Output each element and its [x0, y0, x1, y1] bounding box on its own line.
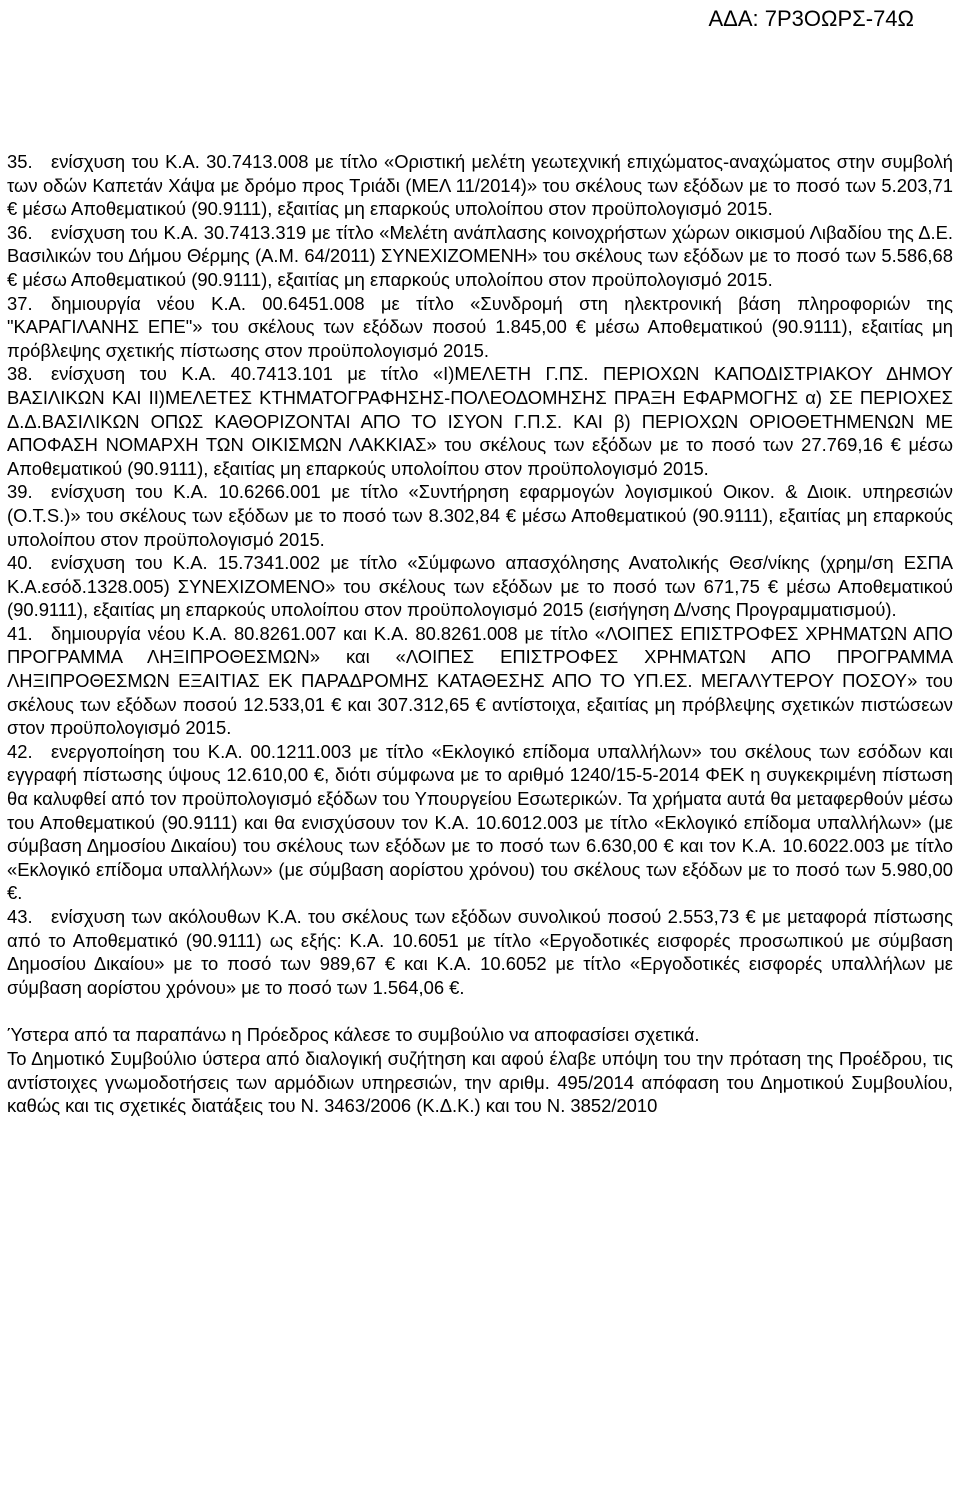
closing-paragraph: Ύστερα από τα παραπάνω η Πρόεδρος κάλεσε το συμβούλιο να αποφασίσει σχετικά.: [7, 1024, 700, 1046]
item-number: 38.: [7, 363, 33, 385]
list-item: [7, 622, 953, 740]
item-number: 42.: [7, 740, 33, 762]
list-item: [7, 480, 953, 551]
decision-paragraph: Το Δημοτικό Συμβούλιο ύστερα από διαλογική συζήτηση και αφού έλαβε υπόψη του την πρόταση της Προέδρου, τις αντίστοιχες γνωμοδοτήσεις των αρμόδιων υπηρεσιών, την αριθμ. 495/2014 απόφαση του Δημοτικού Συμβουλίου, καθώς και τις σχετικές διατάξεις του Ν. 3463/2006 (Κ.Δ.Κ.) και του Ν. 3852/2010: [7, 1047, 953, 1117]
list-item: [7, 551, 953, 622]
item-number: 40.: [7, 552, 33, 574]
item-number: 37.: [7, 292, 33, 314]
list-item: [7, 740, 953, 905]
document-body: [7, 150, 953, 1118]
item-text: ενίσχυση του Κ.Α. 30.7413.319 με τίτλο «Μελέτη ανάπλασης κοινοχρήστων χώρων οικισμού Λιβαδίου της Δ.Ε. Βασιλικών του Δήμου Θέρμης (Α.Μ. 64/2011) ΣΥΝΕΧΙΖΟΜΕΝΗ» του σκέλους των εξόδων με το ποσό των 5.586,68 € μέσω Αποθεματικού (90.9111), εξαιτίας μη επαρκούς υπολοίπου στον προϋπολογισμό 2015.: [7, 221, 953, 290]
item-number: 43.: [7, 906, 33, 927]
list-item: [7, 150, 953, 221]
item-text: ενεργοποίηση του Κ.Α. 00.1211.003 με τίτλο «Εκλογικό επίδομα υπαλλήλων» του σκέλους των εσόδων και εγγραφή πίστωσης ύψους 12.610,00 €, διότι σύμφωνα με το αριθμό 1240/15-5-2014 ΦΕΚ η συγκεκριμένη πίστωση θα καλυφθεί από τον προϋπολογισμό εξόδων του Υπουργείου Εσωτερικών. Τα χρήματα αυτά θα μεταφερθούν μέσω του Αποθεματικού (90.9111) και θα ενισχύσουν τον Κ.Α. 10.6012.003 με τίτλο «Εκλογικό επίδομα υπαλλήλων» (με σύμβαση Δημοσίου Δικαίου) του σκέλους των εξόδων με το ποσό των 6.630,00 € και τον Κ.Α. 10.6022.003 με τίτλο «Εκλογικό επίδομα υπαλλήλων» (με σύμβαση αορίστου χρόνου) του σκέλους των εξόδων με το ποσό των 5.980,00 €.: [7, 740, 953, 904]
list-item: [7, 292, 953, 363]
list-item: [7, 362, 953, 480]
ada-header: ΑΔΑ: 7Ρ3ΟΩΡΣ-74Ω: [708, 6, 914, 31]
item-text: ενίσχυση των ακόλουθων Κ.Α. του σκέλους των εξόδων συνολικού ποσού 2.553,73 € με μεταφορά πίστωσης από το Αποθεματικό (90.9111) ως εξής: Κ.Α. 10.6051 με τίτλο «Εργοδοτικές εισφορές προσωπικού με σύμβαση Δημοσίου Δικαίου» με το ποσό των 989,67 € και Κ.Α. 10.6052 με τίτλο «Εργοδοτικές εισφορές υπαλλήλων με σύμβαση αορίστου χρόνου» με το ποσό των 1.564,06 €.: [7, 906, 953, 998]
list-item: [7, 221, 953, 292]
item-text: ενίσχυση του Κ.Α. 15.7341.002 με τίτλο «Σύμφωνο απασχόλησης Ανατολικής Θεσ/νίκης (χρημ/ση ΕΣΠΑ Κ.Α.εσόδ.1328.005) ΣΥΝΕΧΙΖΟΜΕΝΟ» του σκέλους των εξόδων με το ποσό των 671,75 € μέσω Αποθεματικού (90.9111), εξαιτίας μη επαρκούς υπολοίπου στον προϋπολογισμό 2015 (εισήγηση Δ/νσης Προγραμματισμού).: [7, 552, 953, 621]
item-number: 35.: [7, 151, 33, 172]
item-number: 41.: [7, 622, 33, 644]
item-text: ενίσχυση του Κ.Α. 40.7413.101 με τίτλο «Ι)ΜΕΛΕΤΗ Γ.ΠΣ. ΠΕΡΙΟΧΩΝ ΚΑΠΟΔΙΣΤΡΙΑΚΟΥ ΔΗΜΟΥ ΒΑΣΙΛΙΚΩΝ ΚΑΙ ΙΙ)ΜΕΛΕΤΕΣ ΚΤΗΜΑΤΟΓΡΑΦΗΣΗΣ-ΠΟΛΕΟΔΟΜΗΣΗΣ ΠΡΑΞΗ ΕΦΑΡΜΟΓΗΣ α) ΣΕ ΠΕΡΙΟΧΕΣ Δ.Δ.ΒΑΣΙΛΙΚΩΝ ΟΠΩΣ ΚΑΘΟΡΙΖΟΝΤΑΙ ΑΠΟ ΤΟ ΙΣΥΟΝ Γ.Π.Σ. ΚΑΙ β) ΠΕΡΙΟΧΩΝ ΟΡΙΟΘΕΤΗΜΕΝΩΝ ΜΕ ΑΠΟΦΑΣΗ ΝΟΜΑΡΧΗ ΤΩΝ ΟΙΚΙΣΜΩΝ ΛΑΚΚΙΑΣ» του σκέλους των εξόδων με το ποσό των 27.769,16 € μέσω Αποθεματικού (90.9111), εξαιτίας μη επαρκούς υπολοίπου στον προϋπολογισμό 2015.: [7, 363, 953, 479]
item-number: 36.: [7, 221, 33, 243]
paragraph-spacer: [7, 999, 953, 1023]
item-text: ενίσχυση του Κ.Α. 10.6266.001 με τίτλο «Συντήρηση εφαρμογών λογισμικού Οικον. & Διοικ. υπηρεσιών (Ο.Τ.S.)» του σκέλους των εξόδων με το ποσό των 8.302,84 € μέσω Αποθεματικού (90.9111), εξαιτίας μη επαρκούς υπολοίπου στον προϋπολογισμό 2015.: [7, 481, 953, 550]
item-text: δημιουργία νέου Κ.Α. 80.8261.007 και Κ.Α. 80.8261.008 με τίτλο «ΛΟΙΠΕΣ ΕΠΙΣΤΡΟΦΕΣ ΧΡΗΜΑΤΩΝ ΑΠΟ ΠΡΟΓΡΑΜΜΑ ΛΗΞΙΠΡΟΘΕΣΜΩΝ» και «ΛΟΙΠΕΣ ΕΠΙΣΤΡΟΦΕΣ ΧΡΗΜΑΤΩΝ ΑΠΟ ΠΡΟΓΡΑΜΜΑ ΛΗΞΙΠΡΟΘΕΣΜΩΝ ΕΞΑΙΤΙΑΣ ΕΚ ΠΑΡΑΔΡΟΜΗΣ ΚΑΤΑΘΕΣΗΣ ΑΠΟ ΤΟ ΥΠ.ΕΣ. ΜΕΓΑΛΥΤΕΡΟΥ ΠΟΣΟΥ» του σκέλους των εξόδων ποσού 12.533,01 € και 307.312,65 € αντίστοιχα, εξαιτίας μη πρόβλεψης σχετικών πιστώσεων στον προϋπολογισμό 2015.: [7, 622, 953, 739]
item-number: 39.: [7, 481, 33, 503]
item-text: δημιουργία νέου Κ.Α. 00.6451.008 με τίτλο «Συνδρομή στη ηλεκτρονική βάση πληροφοριών της "ΚΑΡΑΓΙΛΑΝΗΣ ΕΠΕ"» του σκέλους των εξόδων ποσού 1.845,00 € μέσω Αποθεματικού (90.9111), εξαιτίας μη πρόβλεψης σχετικής πίστωσης στον προϋπολογισμό 2015.: [7, 292, 953, 361]
item-text: ενίσχυση του Κ.Α. 30.7413.008 με τίτλο «Οριστική μελέτη γεωτεχνική επιχώματος-αναχώματος στην συμβολή των οδών Καπετάν Χάψα με δρόμο προς Τριάδι (ΜΕΛ 11/2014)» του σκέλους των εξόδων με το ποσό των 5.203,71 € μέσω Αποθεματικού (90.9111), εξαιτίας μη επαρκούς υπολοίπου στον προϋπολογισμό 2015.: [7, 151, 953, 220]
list-item: [7, 905, 953, 999]
